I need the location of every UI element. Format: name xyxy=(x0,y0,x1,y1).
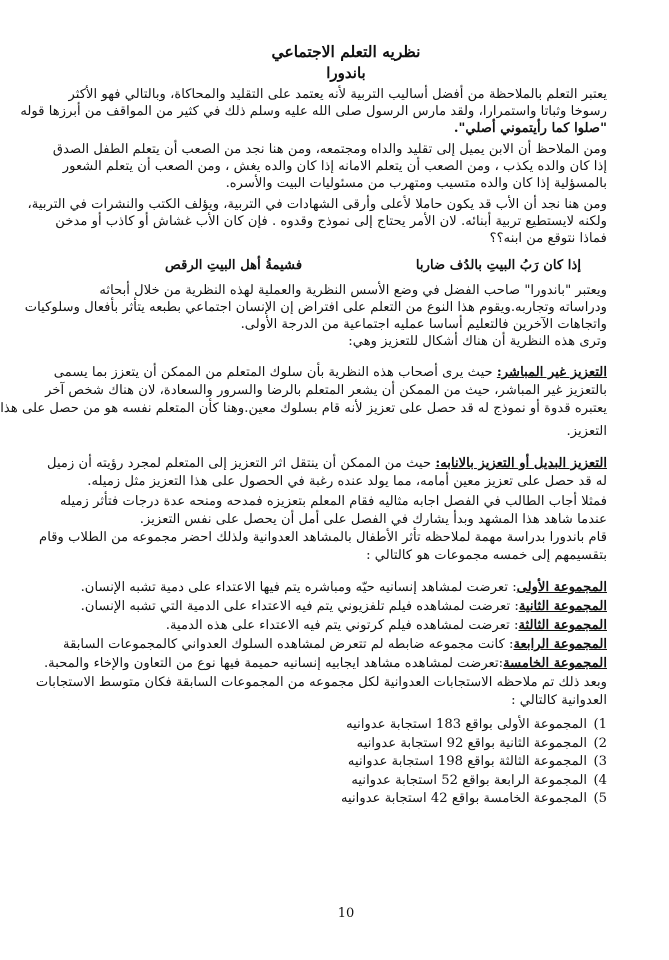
vicarious-line-2: له قد حصل على تعزيز معين أمامه، مما يولد عنده رغبة في الحصول على هذا التعزيز مثل زميله. xyxy=(87,474,607,489)
list-item xyxy=(341,753,607,772)
group-line-4 xyxy=(63,636,607,653)
list-item-number: 3) xyxy=(593,754,607,769)
indirect-line-2: بالتعزيز غير المباشر، حيث من الممكن أن يشعر المتعلم بالرضا والسرور والسعادة، لان هناك شخص آخر xyxy=(45,383,607,398)
para2-line-2: إذا كان والده يكذب ، ومن الصعب أن يتعلم الامانه إذا كان والده يغش ، ومن الصعب أن يتعلم الشعور xyxy=(62,159,607,174)
vicarious-heading: التعزيز البديل أو التعزيز بالانابه: xyxy=(435,456,607,471)
study-line-2: بتقسيمهم إلى خمسه مجموعات هو كالتالي : xyxy=(366,548,607,563)
result-line-2: العدوانية كالتالي : xyxy=(511,693,607,708)
list-item-text: المجموعة الخامسة بواقع 42 استجابة عدوانيه xyxy=(340,791,587,806)
verse-second-half: فشيمةُ أهل البيتِ الرقص xyxy=(165,258,303,273)
intro-line-2: رسوخا وثباتا واستمرارا، ولقد مارس الرسول صلى الله عليه وسلم ذلك في كثير من المواقف من أبرزها قوله xyxy=(20,104,607,119)
indirect-text-1: حيث يرى أصحاب هذه النظرية بأن سلوك المتعلم من الممكن أن يتعزز بما يسمى xyxy=(53,365,493,380)
intro-line-1: يعتبر التعلم بالملاحظة من أفضل أساليب التربية لأنه يعتمد على التقليد والمحاكاة، وبالتالي فهو الأكثر xyxy=(68,87,607,102)
list-item-text: المجموعة الثانية بواقع 92 استجابة عدوانيه xyxy=(356,735,587,751)
group-line-5 xyxy=(43,655,607,672)
group-text-4: : كانت مجموعه ضابطه لم تتعرض لمشاهده السلوك العدواني كالمجموعات السابقة xyxy=(63,637,514,652)
vicarious-line-1 xyxy=(46,455,607,472)
para2-line-1: ومن الملاحظ أن الابن يميل إلى تقليد والداه ومجتمعه، ومن هنا نجد من الصعب أن يتعلم الطفل الصدق xyxy=(52,142,607,157)
study-line-1: قام باندورا بدراسة مهمة لملاحظه تأثر الأطفال بالمشاهد العدوانية ولذلك احضر مجموعه من الطلاب وقام xyxy=(39,530,607,545)
group-label-5: المجموعة الخامسة xyxy=(503,656,607,671)
group-label-3: المجموعة الثالثة xyxy=(518,618,607,633)
vicarious-line-3: فمثلا أجاب الطالب في الفصل اجابه مثاليه فقام المعلم بتعزيزه فمدحه ومنحه عدة درجات فتأثر زميله xyxy=(60,494,607,509)
para4-line-1: ويعتبر "باندورا" صاحب الفضل في وضع الأسس النظرية والعملية لهذه النظرية من خلال أبحاثه xyxy=(99,283,607,298)
indirect-line-1 xyxy=(53,364,607,381)
verse-first-half: إذا كان رَبُ البيتِ بالدُف ضاربا xyxy=(415,258,581,273)
list-item xyxy=(341,716,607,735)
vicarious-line-4: عندما شاهد هذا المشهد وبدأ يشارك في الفصل على أمل أن يحصل على نفس التعزيز. xyxy=(139,512,607,527)
list-item-text: المجموعة الرابعة بواقع 52 استجابة عدوانيه xyxy=(351,772,587,788)
group-line-2 xyxy=(80,598,607,615)
indirect-heading: التعزيز غير المباشر: xyxy=(496,365,607,380)
result-line-1: وبعد ذلك تم ملاحظه الاستجابات العدوانية لكل مجموعه من المجموعات السابقة فكان متوسط الاستجابات xyxy=(35,675,607,690)
list-item-number: 5) xyxy=(593,791,607,806)
indirect-line-4: التعزيز. xyxy=(566,424,607,439)
para4-line-4: وترى هذه النظرية أن هناك أشكال للتعزيز وهي: xyxy=(348,334,607,349)
group-label-2: المجموعة الثانية xyxy=(518,599,607,614)
para4-line-3: واتجاهات الآخرين فالتعليم أساسا عمليه اجتماعية من الدرجة الأولى. xyxy=(240,317,607,332)
group-text-3: : تعرضت لمشاهده فيلم كرتوني يتم فيه الاعتداء على هذه الدمية. xyxy=(165,618,519,633)
list-item-text: المجموعة الأولى بواقع 183 استجابة عدوانيه xyxy=(346,717,587,732)
group-label-4: المجموعة الرابعة xyxy=(513,637,607,652)
page-number: 10 xyxy=(337,906,355,921)
para3-line-2: ولكنه لايستطيع تربية أبنائه. لان الأمر يحتاج إلى نموذج وقدوه . فإن كان الأب غشاش أو كاذب أو مدخن xyxy=(55,214,607,229)
para3-line-3: فماذا نتوقع من ابنه؟؟ xyxy=(489,231,607,246)
indirect-line-3: يعتبره قدوة أو نموذج له قد حصل على تعزيز لأنه قام بسلوك معين.وهنا كأن المتعلم نفسه هو من حصل على هذا xyxy=(0,401,607,416)
list-item xyxy=(341,735,607,754)
group-line-3 xyxy=(85,617,607,634)
intro-line-3: "صلوا كما رأيتموني أصلي". xyxy=(453,121,607,136)
list-item-number: 4) xyxy=(593,772,607,788)
para3-line-1: ومن هنا نجد أن الأب قد يكون حاملا لأعلى وأرقى الشهادات في التربية، ويؤلف الكتب والنشرات في التربية، xyxy=(27,197,607,212)
list-item xyxy=(341,790,607,809)
list-item-text: المجموعة الثالثة بواقع 198 استجابة عدوانيه xyxy=(347,754,587,769)
group-line-1 xyxy=(80,579,607,596)
para2-line-3: بالمسؤلية إذا كان والده متسيب ومتهرب من مسئوليات البيت والأسره. xyxy=(225,176,607,191)
list-item xyxy=(341,772,607,791)
group-text-2: : تعرضت لمشاهده فيلم تلفزيوني يتم فيه الاعتداء على الدمية التي تشبه الإنسان. xyxy=(80,599,519,614)
para4-line-2: ودراساته وتجاربه.ويقوم هذا النوع من التعلم على افتراض إن الإنسان اجتماعي بطبعه يتأثر بأفعال وسلوكيات xyxy=(24,300,607,315)
group-text-5: :تعرضت لمشاهده مشاهد ايجابيه إنسانيه حميمة فيها نوع من التعاون والإخاء والمحبة. xyxy=(43,656,504,671)
list-item-number: 1) xyxy=(593,717,607,732)
page-title: نظريه التعلم الاجتماعي xyxy=(271,42,421,61)
vicarious-text-1: حيث من الممكن أن ينتقل اثر التعزيز إلى المتعلم لمجرد رؤيته أن زميل xyxy=(46,456,432,471)
results-list xyxy=(341,716,607,809)
page-subtitle: باندورا xyxy=(326,64,366,82)
list-item-number: 2) xyxy=(593,735,607,751)
group-label-1: المجموعة الأولى xyxy=(516,580,607,595)
group-text-1: : تعرضت لمشاهد إنسانيه حيّه ومباشره يتم فيها الاعتداء على دمية تشبه الإنسان. xyxy=(80,580,517,595)
